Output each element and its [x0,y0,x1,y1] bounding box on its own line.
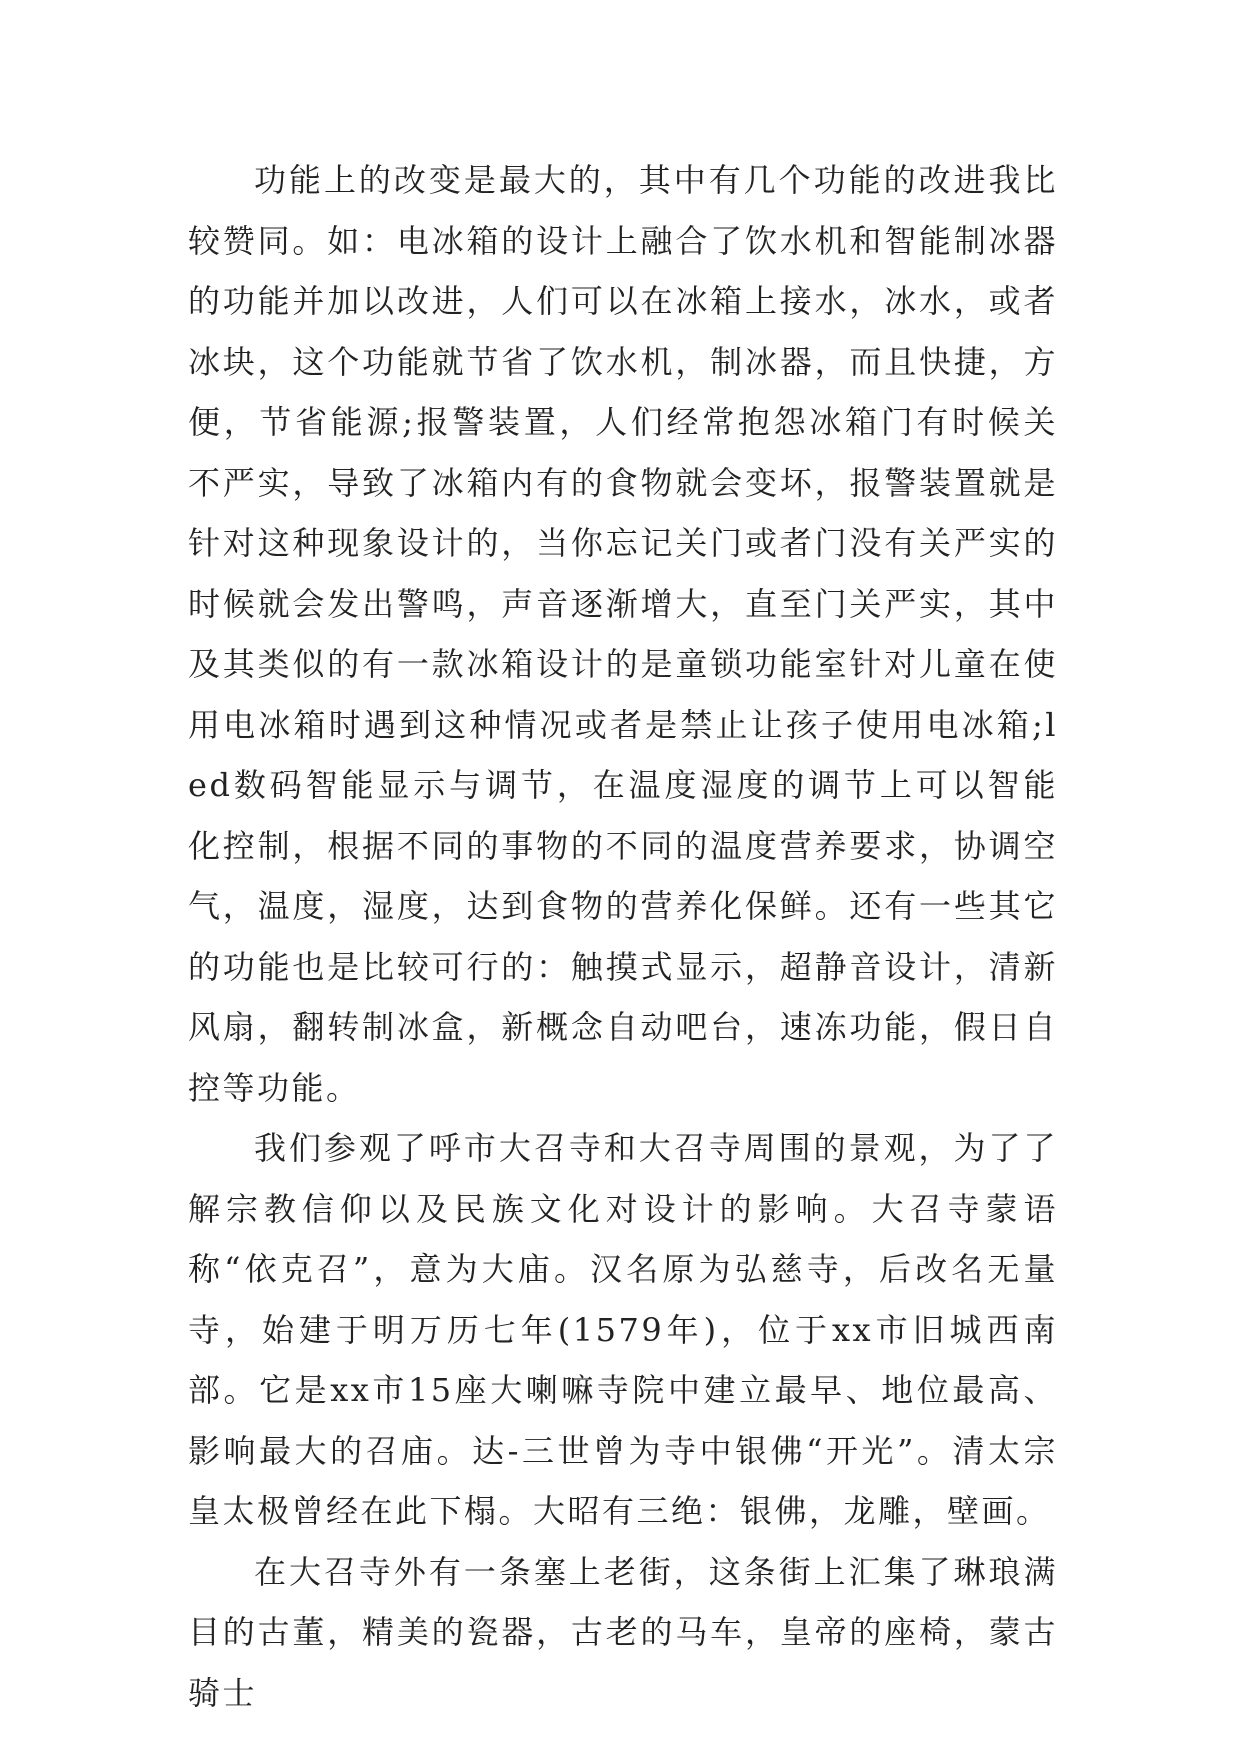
paragraph-dazhao-temple: 我们参观了呼市大召寺和大召寺周围的景观，为了了解宗教信仰以及民族文化对设计的影响。大召寺蒙语称“依克召”，意为大庙。汉名原为弘慈寺，后改名无量寺，始建于明万历七年(1579年)，位于xx市旧城西南部。它是xx市15座大喇嘛寺院中建立最早、地位最高、影响最大的召庙。达-三世曾为寺中银佛“开光”。清太宗皇太极曾经在此下榻。大昭有三绝：银佛，龙雕，壁画。 [188,1129,1058,1530]
paragraph-old-street: 在大召寺外有一条塞上老街，这条街上汇集了琳琅满目的古董，精美的瓷器，古老的马车，皇帝的座椅，蒙古骑士 [188,1552,1058,1712]
document-body [188,150,1058,1723]
paragraph-refrigerator-functions: 功能上的改变是最大的，其中有几个功能的改进我比较赞同。如：电冰箱的设计上融合了饮水机和智能制冰器的功能并加以改进，人们可以在冰箱上接水，冰水，或者冰块，这个功能就节省了饮水机，制冰器，而且快捷，方便，节省能源;报警装置，人们经常抱怨冰箱门有时候关不严实，导致了冰箱内有的食物就会变坏，报警装置就是针对这种现象设计的，当你忘记关门或者门没有关严实的时候就会发出警鸣，声音逐渐增大，直至门关严实，其中及其类似的有一款冰箱设计的是童锁功能室针对儿童在使用电冰箱时遇到这种情况或者是禁止让孩子使用电冰箱;led数码智能显示与调节，在温度湿度的调节上可以智能化控制，根据不同的事物的不同的温度营养要求，协调空气，温度，湿度，达到食物的营养化保鲜。还有一些其它的功能也是比较可行的：触摸式显示，超静音设计，清新风扇，翻转制冰盒，新概念自动吧台，速冻功能，假日自控等功能。 [188,161,1058,1107]
